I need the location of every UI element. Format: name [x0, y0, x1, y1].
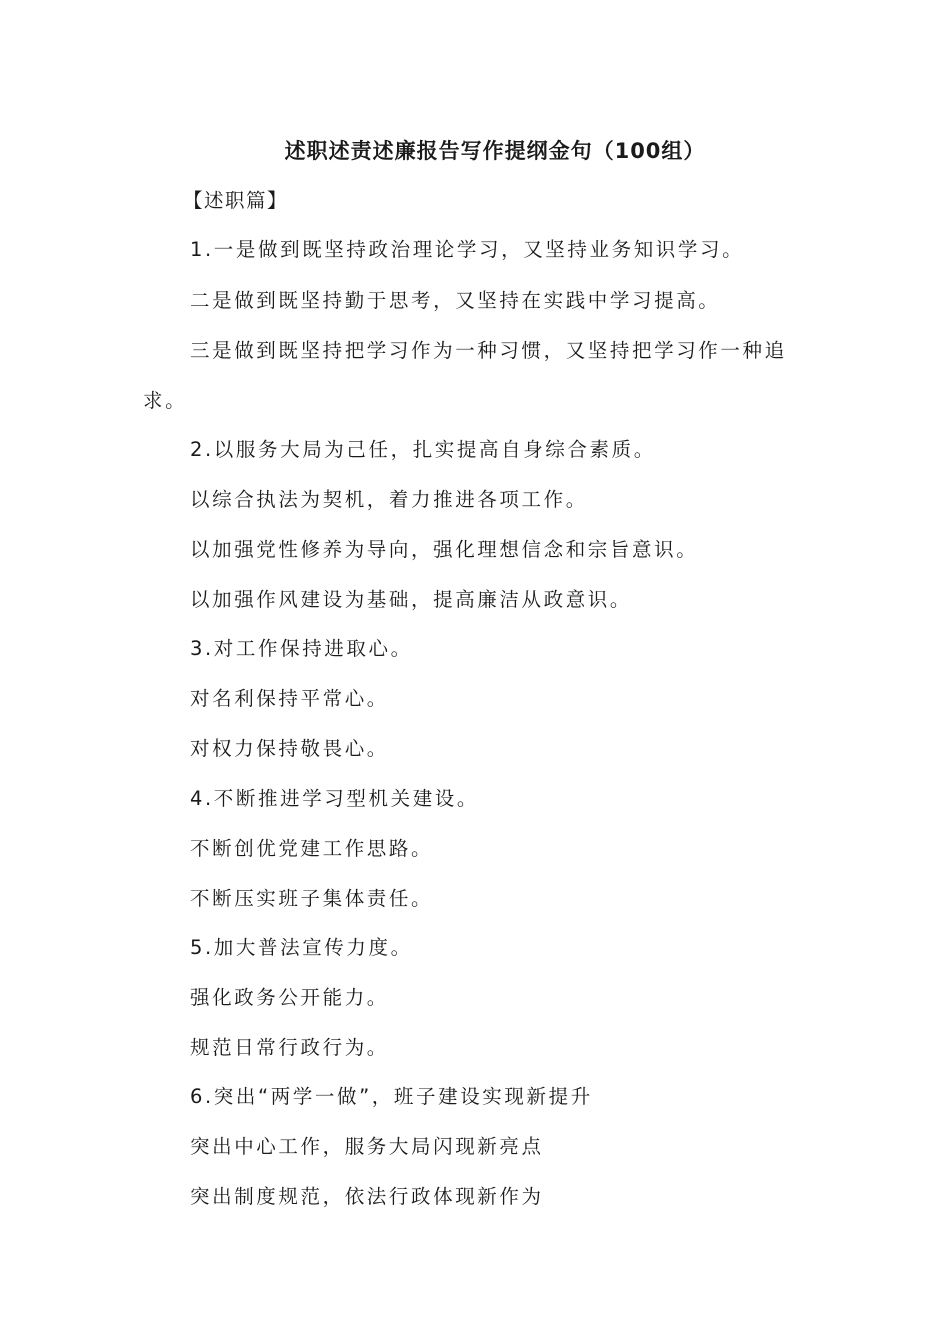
section-heading: 【述职篇】: [183, 189, 289, 212]
paragraph: 三是做到既坚持把学习作为一种习惯，又坚持把学习作一种追: [190, 339, 787, 362]
paragraph: 3.对工作保持进取心。: [190, 637, 413, 660]
paragraph: 突出中心工作，服务大局闪现新亮点: [190, 1135, 544, 1158]
paragraph: 5.加大普法宣传力度。: [190, 936, 413, 959]
document-title: 述职述责述廉报告写作提纲金句（100组）: [284, 139, 706, 163]
paragraph: 2.以服务大局为己任，扎实提高自身综合素质。: [190, 438, 656, 461]
paragraph: 规范日常行政行为。: [190, 1036, 389, 1059]
paragraph: 不断压实班子集体责任。: [190, 887, 434, 910]
paragraph: 1.一是做到既坚持政治理论学习，又坚持业务知识学习。: [190, 238, 745, 261]
paragraph: 突出制度规范，依法行政体现新作为: [190, 1185, 544, 1208]
paragraph: 不断创优党建工作思路。: [190, 837, 434, 860]
paragraph: 对名利保持平常心。: [190, 687, 389, 710]
paragraph: 以综合执法为契机，着力推进各项工作。: [190, 488, 588, 511]
paragraph: 二是做到既坚持勤于思考，又坚持在实践中学习提高。: [190, 289, 721, 312]
paragraph: 6.突出“两学一做”，班子建设实现新提升: [190, 1085, 593, 1108]
paragraph: 强化政务公开能力。: [190, 986, 389, 1009]
paragraph: 以加强作风建设为基础，提高廉洁从政意识。: [190, 588, 633, 611]
paragraph-continuation: 求。: [143, 389, 188, 412]
paragraph: 以加强党性修养为导向，强化理想信念和宗旨意识。: [190, 538, 699, 561]
paragraph: 对权力保持敬畏心。: [190, 737, 389, 760]
paragraph: 4.不断推进学习型机关建设。: [190, 787, 480, 810]
